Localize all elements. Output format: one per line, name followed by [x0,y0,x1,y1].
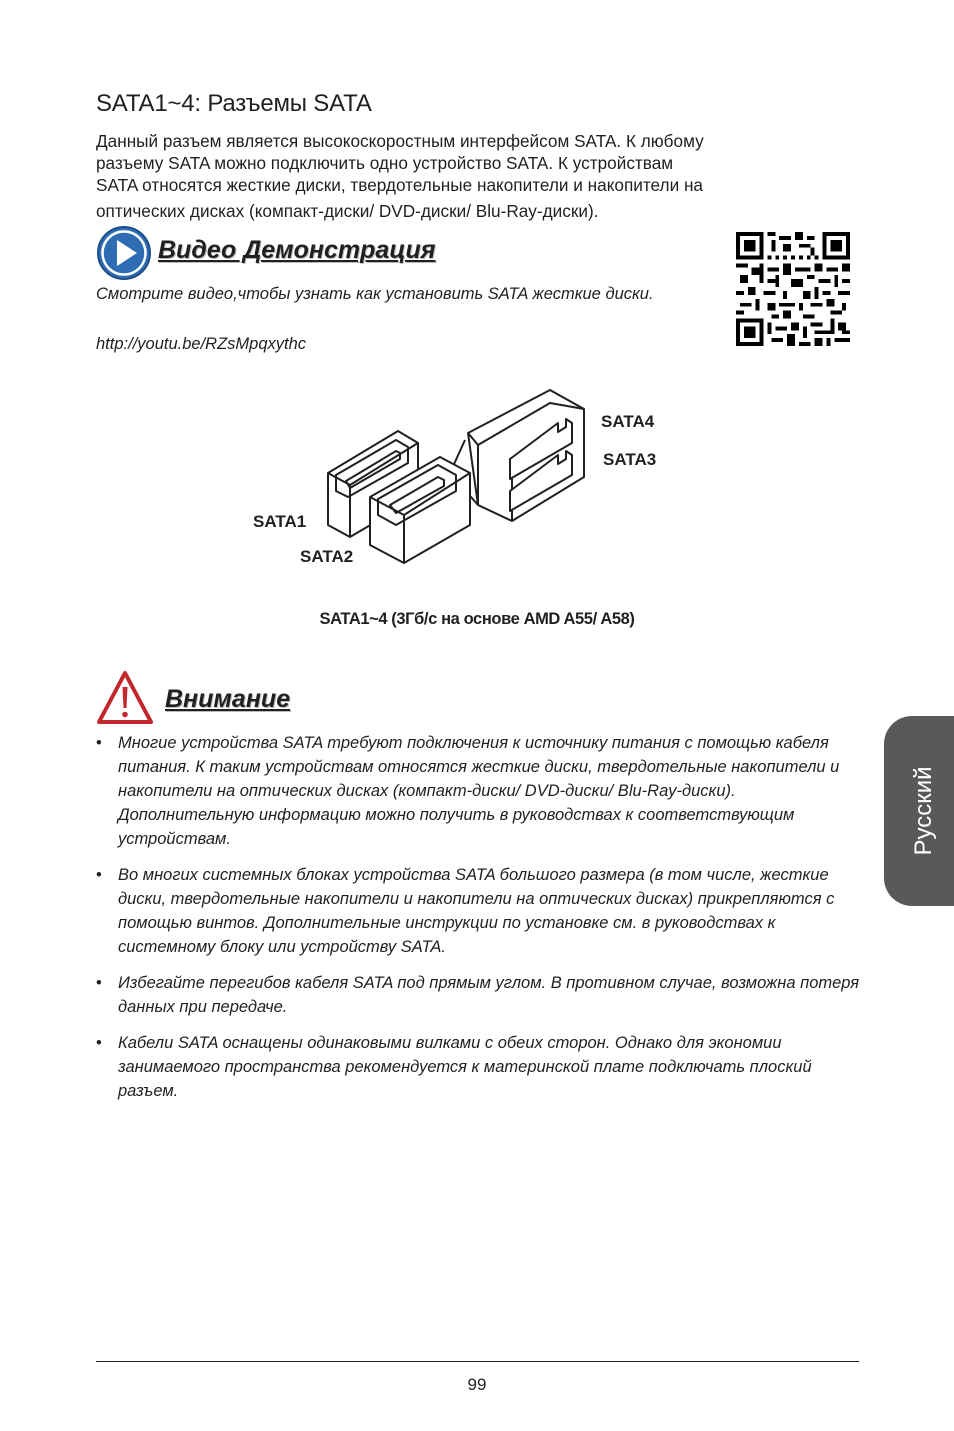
intro-line: Данный разъем является высокоскоростным интерфейсом SATA. К любому [96,131,704,151]
warning-triangle-icon [96,670,154,726]
language-side-tab [884,716,954,906]
intro-line: оптических дисках (компакт-диски/ DVD-диски/ Blu-Ray-диски). [96,201,599,221]
language-tab-label: Русский [910,766,937,856]
label-sata4: SATA4 [601,412,655,431]
section-title: SATA1~4: Разъемы SATA [96,90,372,117]
warning-title: Внимание [165,685,291,713]
list-item: • Во многих системных блоках устройства SATA большого размера (в том числе, жесткие диски, твердотельные накопители и накопители на оптических дисках) прикрепляются с помощью винтов. Дополнительные инструкции по установке см. в руководствах к системному блоку или устройству SATA. [96,863,862,959]
warning-list [96,731,862,1115]
label-sata1: SATA1 [253,512,307,531]
list-item: • Многие устройства SATA требуют подключения к источнику питания с помощью кабеля питания. К таким устройствам относятся жесткие диски, твердотельные накопители и накопители на оптических дисках (компакт-диски/ DVD-диски/ Blu-Ray-диски). Дополнительную информацию можно получить в руководствах к соответствующим устройствам. [96,731,862,851]
list-item: • Избегайте перегибов кабеля SATA под прямым углом. В противном случае, возможна потеря данных при передаче. [96,971,862,1019]
label-sata2: SATA2 [300,547,354,566]
footer-divider [96,1361,859,1362]
diagram-caption: SATA1~4 (3Гб/с на основе AMD A55/ A58) [319,610,635,628]
video-title: Видео Демонстрация [158,236,436,264]
qr-code-icon [736,232,850,346]
label-sata3: SATA3 [603,450,657,469]
page-number: 99 [467,1375,487,1394]
intro-line: SATA относятся жесткие диски, твердотельные накопители и накопители на [96,175,703,195]
intro-line: разъему SATA можно подключить одно устройство SATA. К устройствам [96,153,674,173]
sata-connectors-diagram [250,385,680,570]
video-link[interactable]: http://youtu.be/RZsMpqxythc [96,335,307,353]
list-item: • Кабели SATA оснащены одинаковыми вилками с обеих сторон. Однако для экономии занимаемого пространства рекомендуется к материнской плате подключать плоский разъем. [96,1031,862,1103]
intro-paragraph [96,130,831,222]
video-description: Смотрите видео,чтобы узнать как установить SATA жесткие диски. [96,285,654,303]
play-icon[interactable] [96,225,152,281]
